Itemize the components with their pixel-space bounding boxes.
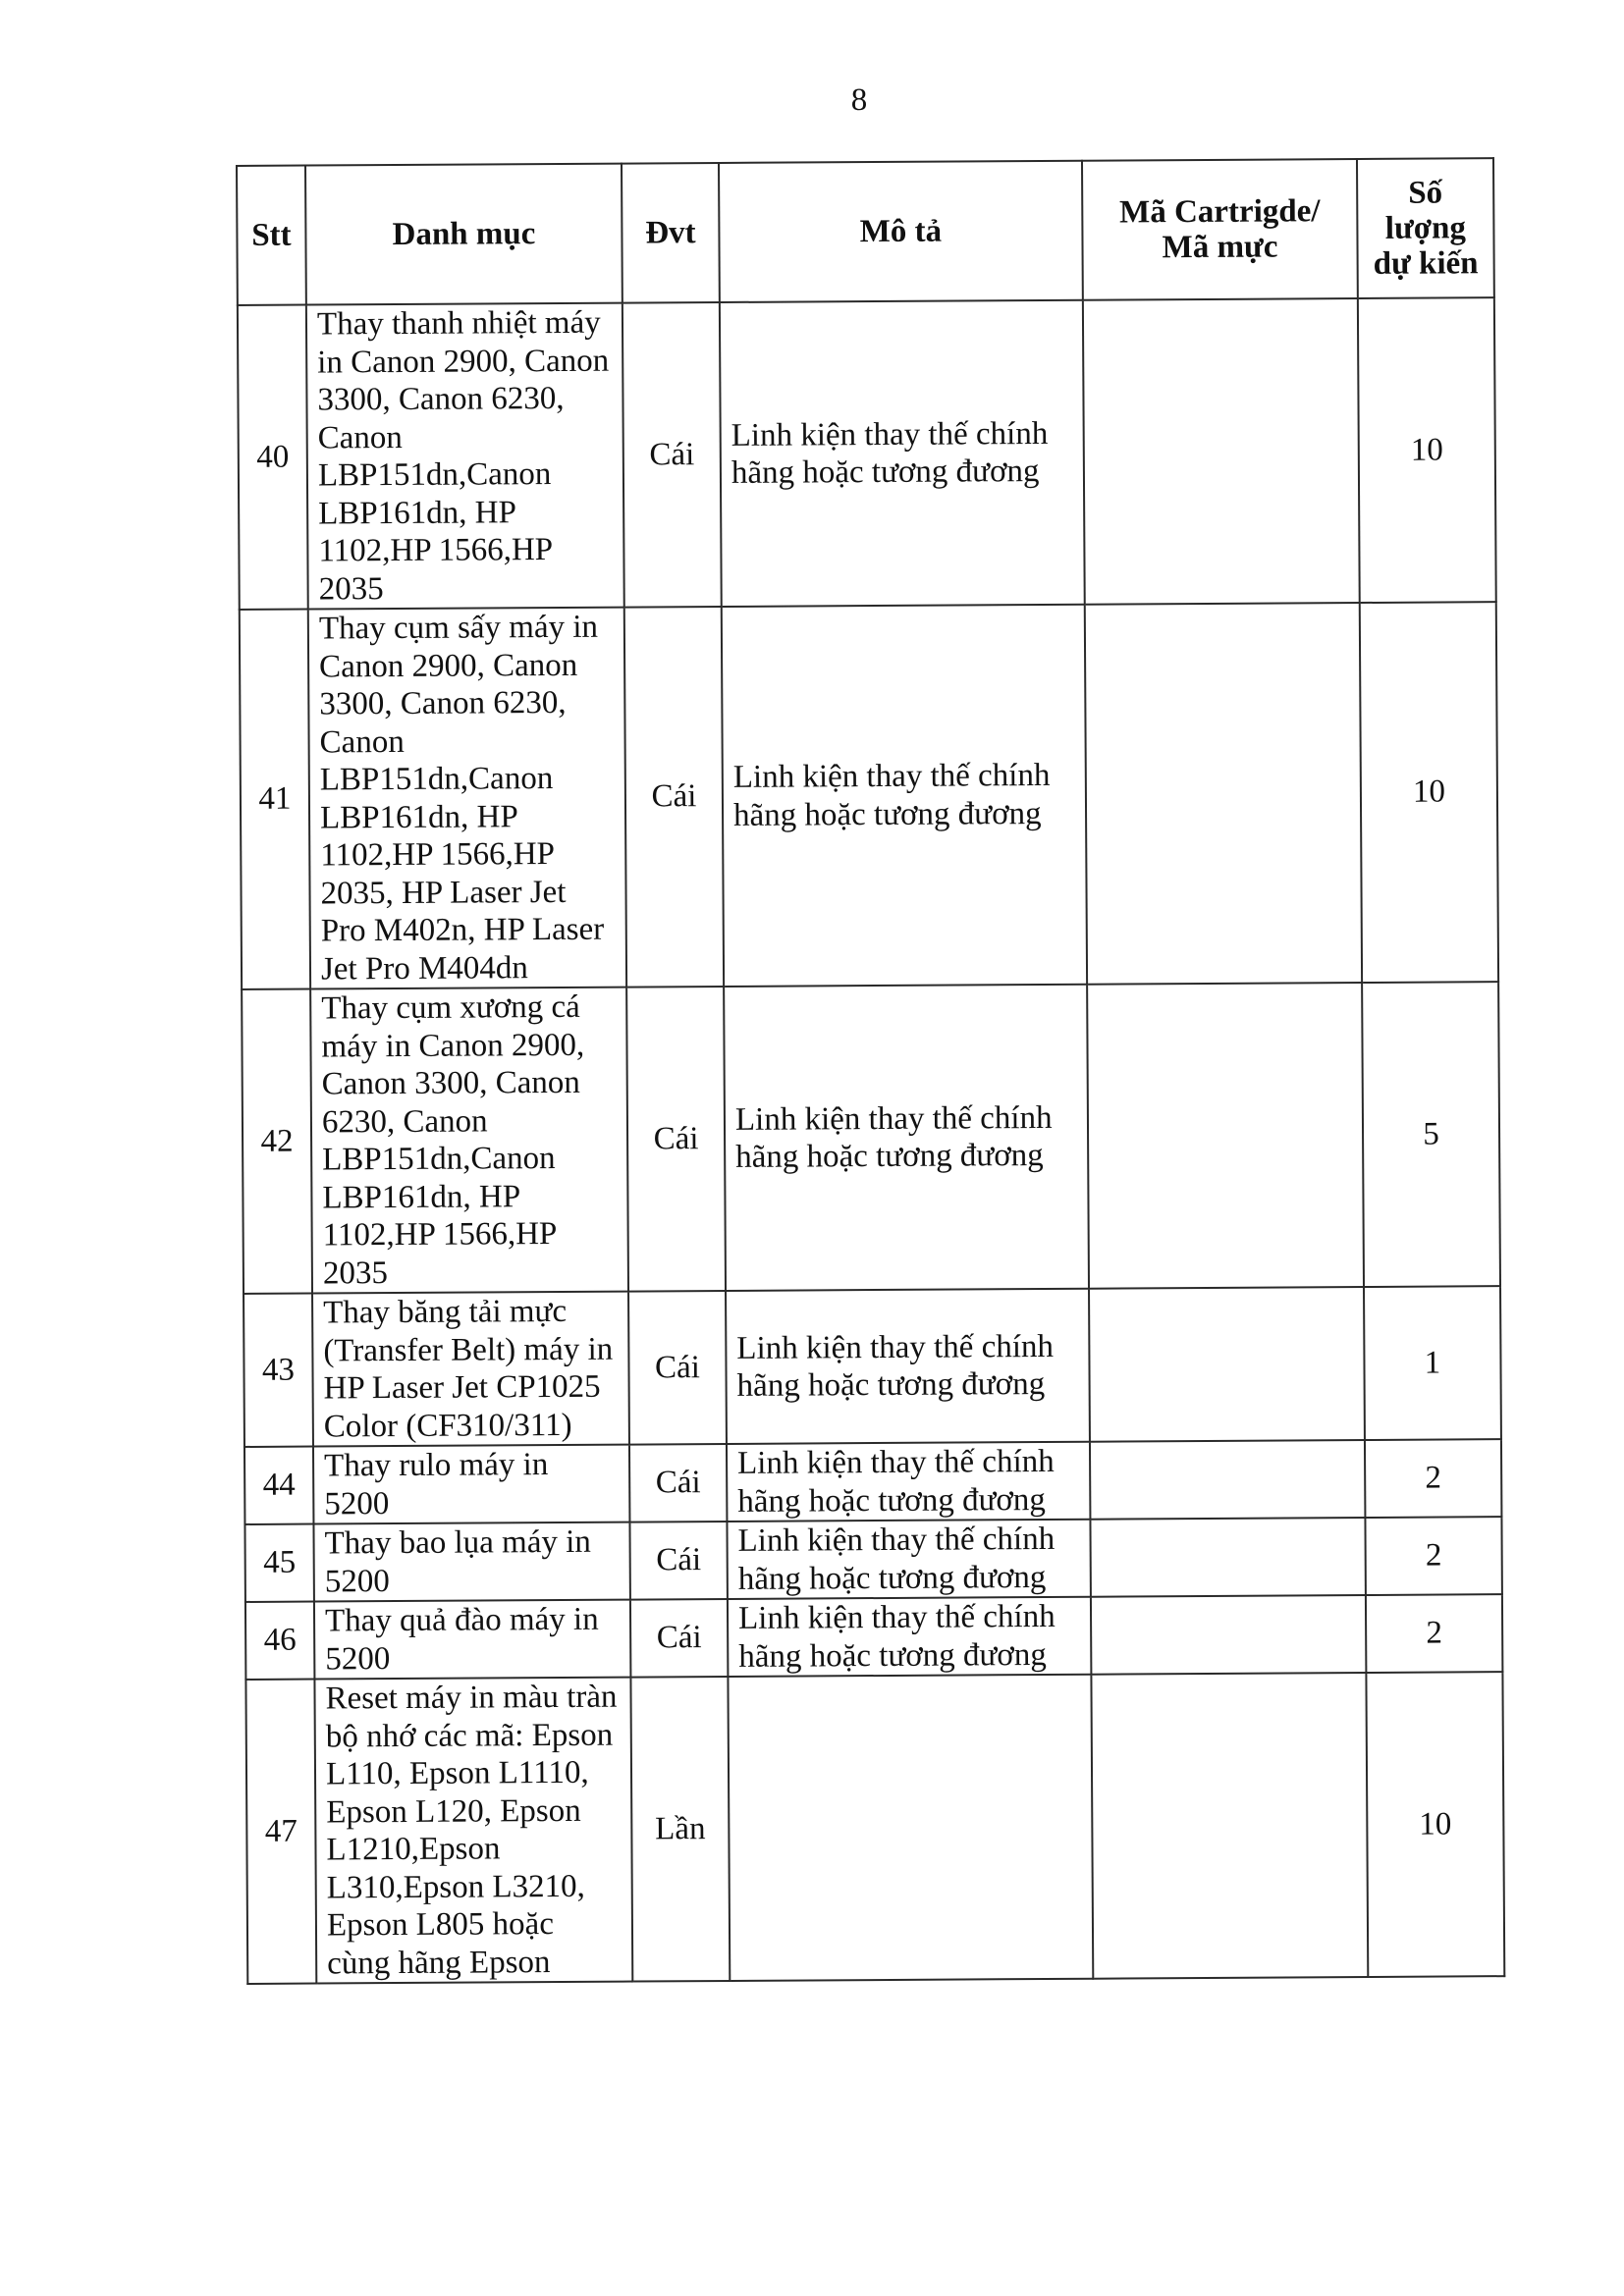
header-cartridge-code: Mã Cartrigde/ Mã mực (1082, 159, 1358, 300)
row-unit: Cái (623, 302, 722, 608)
table-row (244, 1517, 1501, 1602)
table-header-row (237, 158, 1494, 305)
row-description: Linh kiện thay thế chính hãng hoặc tương đương (722, 605, 1087, 987)
row-item: Thay rulo máy in 5200 (313, 1445, 629, 1524)
header-quantity: Số lượng dự kiến (1357, 158, 1494, 298)
row-quantity: 5 (1362, 982, 1500, 1287)
row-description: Linh kiện thay thế chính hãng hoặc tương đương (727, 1442, 1090, 1522)
row-unit: Cái (626, 987, 726, 1292)
header-stt: Stt (237, 166, 306, 305)
row-item: Thay băng tải mực (Transfer Belt) máy in HP Laser Jet CP1025 Color (CF310/311) (312, 1292, 629, 1447)
row-stt: 42 (242, 989, 312, 1294)
row-cartridge-code (1090, 1440, 1365, 1520)
header-description: Mô tả (719, 161, 1083, 302)
header-item: Danh mục (305, 164, 623, 305)
row-quantity: 10 (1366, 1672, 1504, 1977)
row-cartridge-code (1087, 983, 1364, 1289)
table-row (244, 1286, 1501, 1447)
row-cartridge-code (1083, 298, 1360, 605)
table-row (244, 1439, 1501, 1524)
row-unit: Cái (628, 1291, 727, 1445)
row-cartridge-code (1089, 1287, 1365, 1442)
row-item: Thay quả đào máy in 5200 (314, 1600, 630, 1680)
row-quantity: 10 (1360, 602, 1498, 983)
row-cartridge-code (1091, 1595, 1366, 1675)
row-stt: 43 (244, 1294, 313, 1447)
row-item: Thay thanh nhiệt máy in Canon 2900, Canon 3300, Canon 6230, Canon LBP151dn,Canon LBP161dn, HP 1102,HP 1566,HP 2035 (306, 303, 624, 610)
row-unit: Cái (624, 607, 724, 988)
row-cartridge-code (1090, 1518, 1365, 1597)
table-row (245, 1594, 1502, 1680)
row-quantity: 1 (1364, 1286, 1501, 1440)
row-quantity: 2 (1366, 1594, 1502, 1673)
header-unit: Đvt (622, 163, 720, 303)
row-description: Linh kiện thay thế chính hãng hoặc tương đương (724, 985, 1089, 1291)
row-item: Thay cụm sấy máy in Canon 2900, Canon 3300, Canon 6230, Canon LBP151dn,Canon LBP161dn, HP 1102,HP 1566,HP 2035, HP Laser Jet Pro M402n, HP Laser Jet Pro M404dn (308, 608, 626, 989)
row-unit: Lần (630, 1677, 730, 1982)
row-description: Linh kiện thay thế chính hãng hoặc tương đương (727, 1520, 1090, 1599)
table-row (238, 297, 1496, 610)
row-quantity: 10 (1358, 297, 1496, 603)
row-stt: 47 (245, 1680, 316, 1984)
row-description (728, 1675, 1093, 1981)
row-stt: 40 (238, 305, 308, 610)
row-item: Thay cụm xương cá máy in Canon 2900, Canon 3300, Canon 6230, Canon LBP151dn,Canon LBP161dn, HP 1102,HP 1566,HP 2035 (310, 988, 628, 1294)
row-cartridge-code (1085, 603, 1362, 985)
row-quantity: 2 (1365, 1517, 1501, 1595)
row-stt: 41 (240, 610, 310, 989)
row-cartridge-code (1091, 1673, 1368, 1979)
row-unit: Cái (629, 1522, 727, 1600)
row-description: Linh kiện thay thế chính hãng hoặc tương đương (720, 300, 1085, 607)
table-row (245, 1672, 1504, 1984)
row-description: Linh kiện thay thế chính hãng hoặc tương đương (726, 1289, 1090, 1444)
table-row (242, 982, 1500, 1294)
row-item: Reset máy in màu tràn bộ nhớ các mã: Epson L110, Epson L1110, Epson L120, Epson L1210,Epson L310,Epson L3210, Epson L805 hoặc cùng hãng Epson (314, 1678, 632, 1984)
row-unit: Cái (629, 1444, 727, 1522)
row-quantity: 2 (1365, 1439, 1501, 1518)
page-number: 8 (850, 82, 868, 118)
procurement-table (236, 157, 1505, 1985)
row-stt: 45 (244, 1524, 313, 1602)
table-row (240, 602, 1498, 989)
row-description: Linh kiện thay thế chính hãng hoặc tương đương (728, 1597, 1091, 1677)
row-stt: 44 (244, 1447, 313, 1524)
row-stt: 46 (245, 1602, 314, 1680)
row-item: Thay bao lụa máy in 5200 (313, 1522, 629, 1602)
row-unit: Cái (630, 1599, 728, 1678)
